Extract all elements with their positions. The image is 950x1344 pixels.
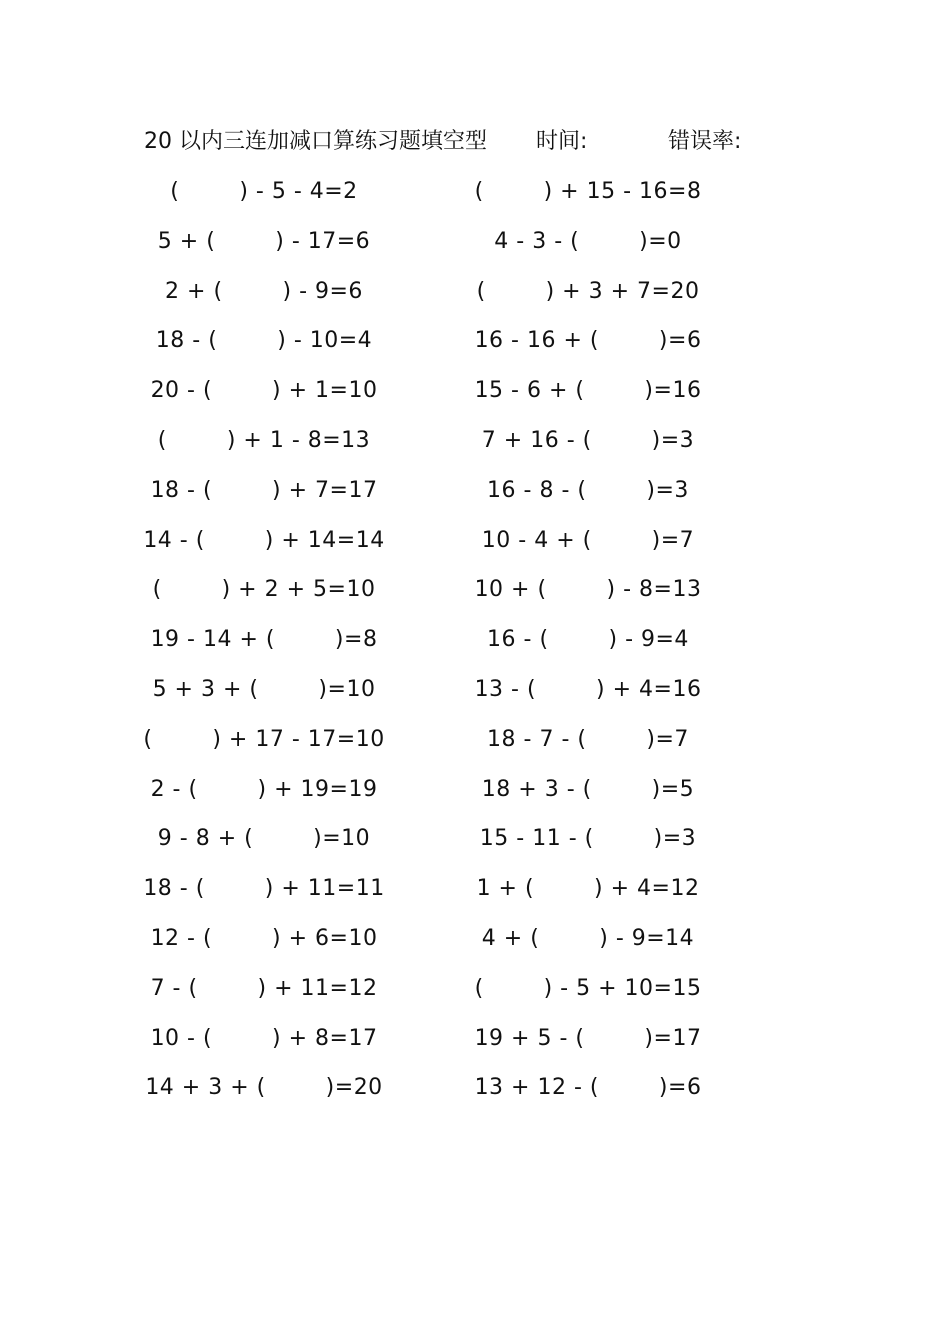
time-label: 时间: (536, 129, 588, 154)
problem-row: 16 - ( ) - 9=4 (487, 627, 689, 653)
problem-row: 2 - ( ) + 19=19 (150, 776, 378, 802)
problem-row: 18 - ( ) - 10=4 (155, 328, 373, 354)
problem-row: 14 + 3 + ( )=20 (145, 1075, 383, 1101)
left-problem-column (134, 172, 394, 1118)
problem-row: 15 - 11 - ( )=3 (479, 826, 697, 852)
problem-row: 18 - 7 - ( )=7 (487, 726, 689, 752)
problem-row: ( ) + 15 - 16=8 (474, 179, 702, 204)
problem-row: 5 + 3 + ( )=10 (152, 676, 376, 702)
problem-row: 20 - ( ) + 1=10 (150, 378, 378, 404)
problem-row: 18 - ( ) + 11=11 (143, 876, 385, 902)
problem-row: ( ) + 17 - 17=10 (143, 726, 385, 752)
problem-row: 16 - 8 - ( )=3 (487, 477, 689, 503)
problem-row: 19 + 5 - ( )=17 (474, 1025, 702, 1051)
problem-row: ( ) + 1 - 8=13 (157, 427, 371, 453)
worksheet-title: 20 以内三连加减口算练习题填空型 (144, 129, 487, 154)
problem-row: 14 - ( ) + 14=14 (143, 527, 385, 553)
problem-row: 9 - 8 + ( )=10 (157, 826, 371, 852)
problem-row: 19 - 14 + ( )=8 (150, 627, 378, 653)
problem-row: 18 + 3 - ( )=5 (481, 776, 695, 802)
problem-row: ( ) - 5 - 4=2 (170, 179, 358, 204)
problem-row: 13 - ( ) + 4=16 (474, 676, 702, 702)
problem-row: ( ) + 3 + 7=20 (476, 278, 700, 304)
problem-row: 1 + ( ) + 4=12 (476, 876, 700, 902)
problem-row: 10 - ( ) + 8=17 (150, 1025, 378, 1051)
problem-row: 12 - ( ) + 6=10 (150, 925, 378, 951)
problem-row: 2 + ( ) - 9=6 (165, 278, 363, 304)
problem-row: 4 - 3 - ( )=0 (494, 228, 682, 254)
problem-row: 10 + ( ) - 8=13 (474, 577, 702, 603)
problem-row: 4 + ( ) - 9=14 (481, 925, 695, 951)
problem-row: 5 + ( ) - 17=6 (157, 228, 371, 254)
problem-row: ( ) + 2 + 5=10 (152, 577, 376, 603)
problem-row: 16 - 16 + ( )=6 (474, 328, 702, 354)
problem-row: 15 - 6 + ( )=16 (474, 378, 702, 404)
problem-row: 7 + 16 - ( )=3 (481, 427, 695, 453)
error-rate-label: 错误率: (668, 129, 742, 154)
problem-row: ( ) - 5 + 10=15 (474, 975, 702, 1001)
problem-row: 13 + 12 - ( )=6 (474, 1075, 702, 1101)
right-problem-column (458, 172, 718, 1118)
problem-row: 7 - ( ) + 11=12 (150, 975, 378, 1001)
problem-row: 10 - 4 + ( )=7 (481, 527, 695, 553)
problem-row: 18 - ( ) + 7=17 (150, 477, 378, 503)
